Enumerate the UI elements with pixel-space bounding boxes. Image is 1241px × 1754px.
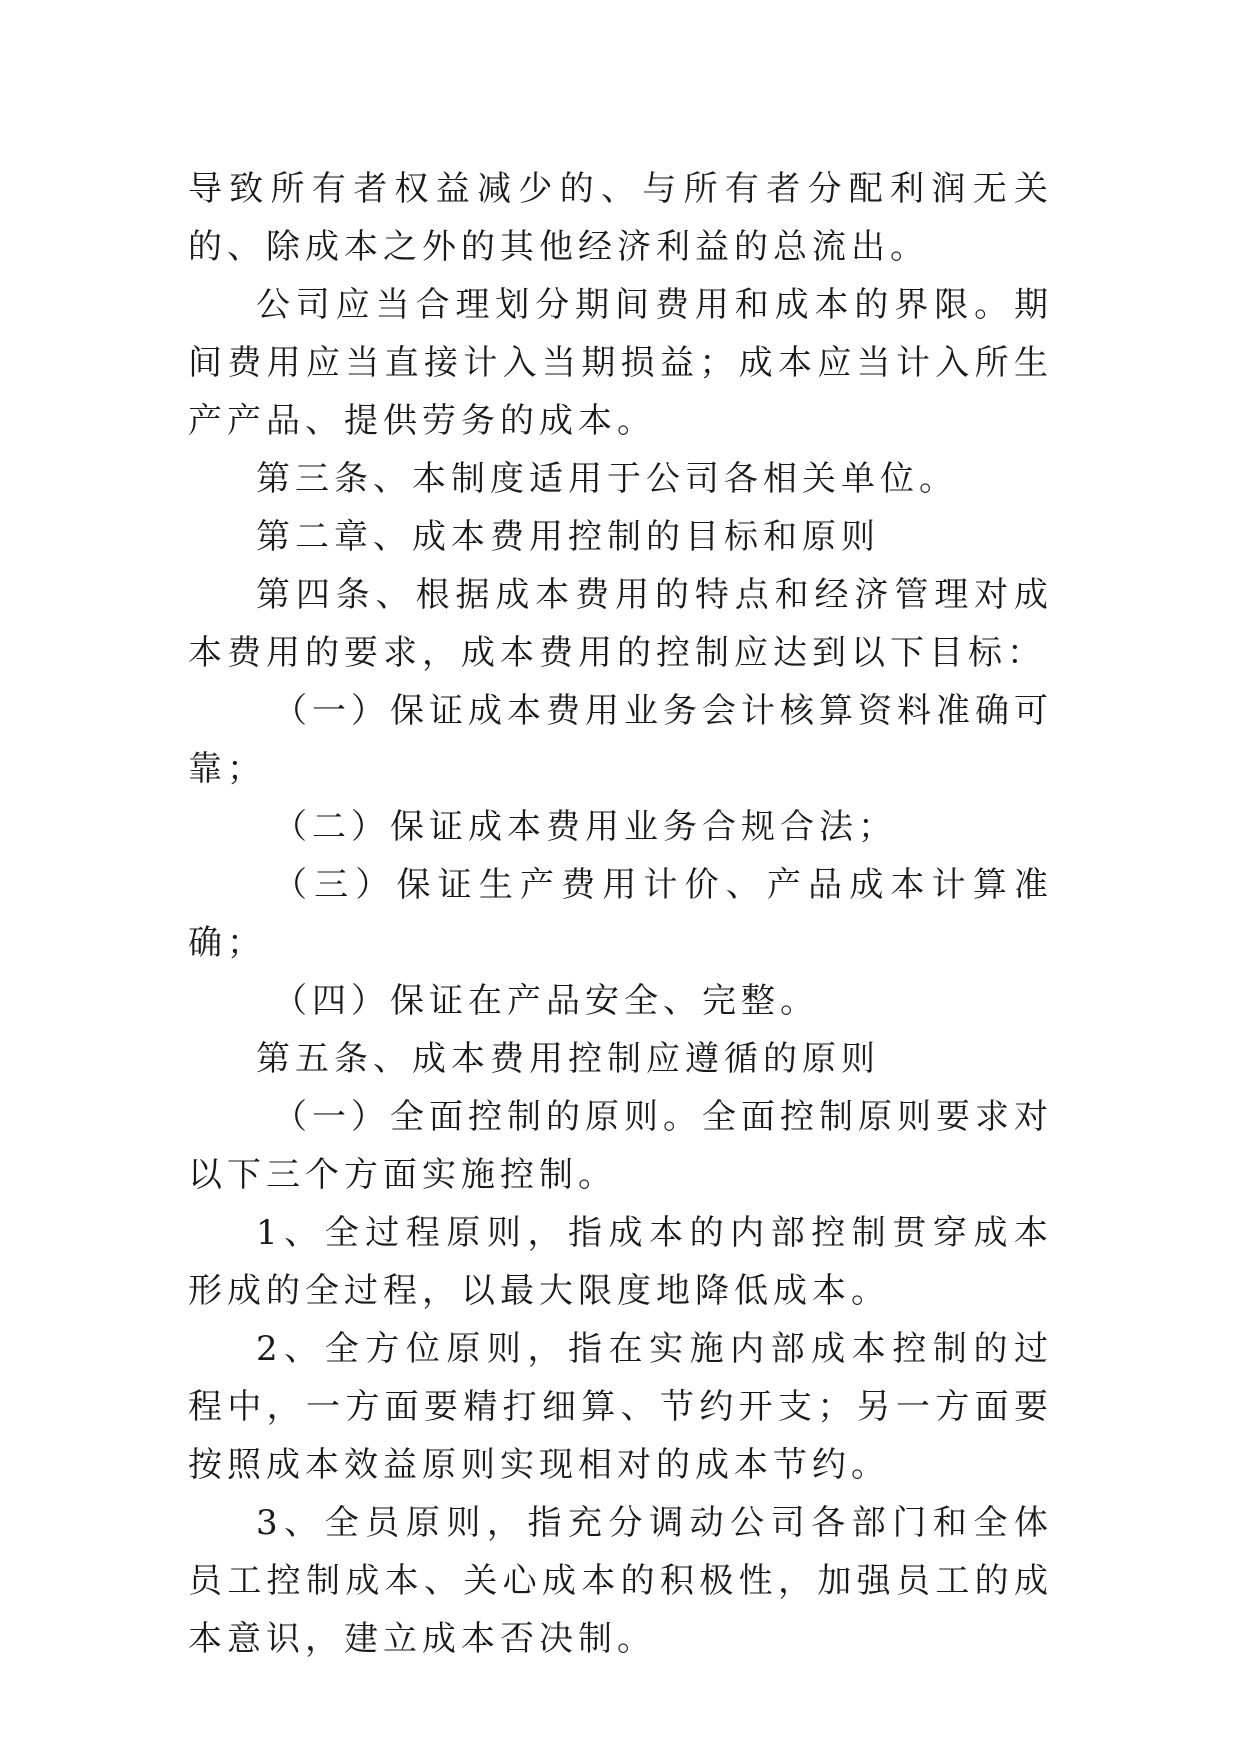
chapter-2-heading: 第二章、成本费用控制的目标和原则 — [256, 517, 880, 557]
goal-item-4: （四）保证在产品安全、完整。 — [273, 981, 819, 1021]
sub-principle-2: 2、全方位原则，指在实施内部成本控制的过程中，一方面要精打细算、节约开支；另一方面要按照成本效益原则实现相对的成本节约。 — [188, 1329, 1053, 1485]
principle-item-1: （一）全面控制的原则。全面控制原则要求对以下三个方面实施控制。 — [188, 1097, 1053, 1195]
document-body — [188, 160, 1053, 1668]
article-5: 第五条、成本费用控制应遵循的原则 — [256, 1039, 880, 1079]
sub-principle-1: 1、全过程原则，指成本的内部控制贯穿成本形成的全过程，以最大限度地降低成本。 — [188, 1213, 1053, 1311]
goal-item-1: （一）保证成本费用业务会计核算资料准确可靠； — [188, 691, 1053, 789]
article-4: 第四条、根据成本费用的特点和经济管理对成本费用的要求，成本费用的控制应达到以下目标： — [188, 575, 1053, 673]
goal-item-2: （二）保证成本费用业务合规合法； — [273, 807, 897, 847]
goal-item-3: （三）保证生产费用计价、产品成本计算准确； — [188, 865, 1053, 963]
article-3: 第三条、本制度适用于公司各相关单位。 — [256, 459, 958, 499]
paragraph-continuation: 导致所有者权益减少的、与所有者分配利润无关的、除成本之外的其他经济利益的总流出。 — [188, 169, 1053, 267]
paragraph-cost-boundary: 公司应当合理划分期间费用和成本的界限。期间费用应当直接计入当期损益；成本应当计入所生产产品、提供劳务的成本。 — [188, 285, 1053, 441]
sub-principle-3: 3、全员原则，指充分调动公司各部门和全体员工控制成本、关心成本的积极性，加强员工的成本意识，建立成本否决制。 — [188, 1503, 1053, 1659]
